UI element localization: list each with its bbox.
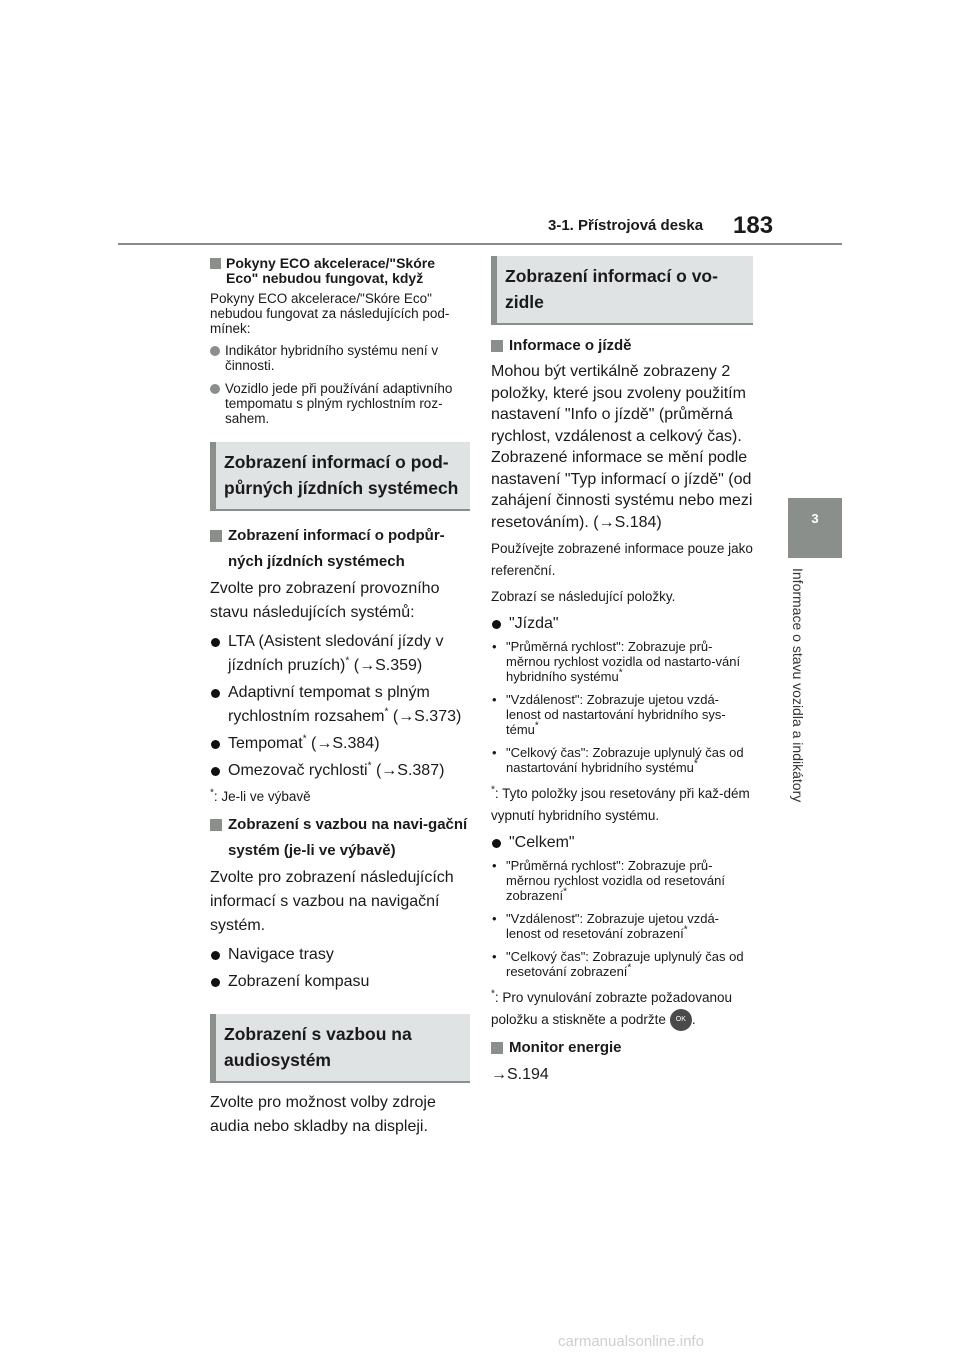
sub-item: • "Průměrná rychlost": Zobrazuje prů-měrnou rychlost vozidla od resetování zobrazení* — [492, 858, 725, 903]
page-reference: →S.194 — [491, 1066, 549, 1084]
bullet-icon — [211, 740, 220, 749]
sub-item: • "Celkový čas": Zobrazuje uplynulý čas od resetování zobrazení* — [492, 949, 744, 979]
left-column — [210, 256, 470, 1144]
paragraph: Zvolte pro zobrazení provozního stavu následujících systémů: — [210, 580, 440, 621]
paragraph: Zvolte pro zobrazení následujících informací s vazbou na navigační systém. — [210, 869, 454, 934]
square-marker-icon — [491, 340, 503, 352]
list-item: Omezovač rychlosti* (→S.387) — [210, 759, 470, 783]
right-column — [491, 256, 753, 1092]
section-box-vehicle-info: Zobrazení informací o vo-zidle — [491, 256, 753, 325]
sub-item: • "Celkový čas": Zobrazuje uplynulý čas od nastartování hybridního systému* — [492, 745, 744, 775]
paragraph: Zvolte pro možnost volby zdroje audia nebo skladby na displeji. — [210, 1094, 436, 1135]
bullet-icon — [492, 620, 501, 629]
bullet-icon — [211, 638, 220, 647]
section-title: 3-1. Přístrojová deska — [548, 217, 704, 234]
section-box-audio: Zobrazení s vazbou na audiosystém — [210, 1014, 470, 1083]
watermark-text: carmanualsonline.info — [558, 1333, 704, 1350]
circle-bullet-icon — [210, 346, 220, 356]
bullet-icon — [211, 978, 220, 987]
square-marker-icon — [210, 530, 222, 542]
bullet-icon — [492, 839, 501, 848]
bullet-icon — [211, 689, 220, 698]
list-item: Navigace trasy — [210, 943, 470, 967]
note: Zobrazí se následující položky. — [491, 589, 676, 604]
list-item: Tempomat* (→S.384) — [210, 732, 470, 756]
list-item: LTA (Asistent sledování jízdy v jízdních pruzích)* (→S.359) — [210, 630, 470, 678]
list-item: Adaptivní tempomat s plným rychlostním rozsahem* (→S.373) — [210, 681, 470, 729]
eco-text: Pokyny ECO akcelerace/"Skóre Eco" nebudou fungovat za následujících pod-mínek: — [210, 291, 450, 336]
sub-item: • "Vzdálenost": Zobrazuje ujetou vzdá-lenost od nastartování hybridního sys-tému* — [492, 692, 726, 737]
note: Používejte zobrazené informace pouze jako referenční. — [491, 541, 753, 578]
bullet-icon — [211, 767, 220, 776]
eco-heading: Pokyny ECO akcelerace/"Skóre Eco" nebudou fungovat, když — [210, 256, 470, 286]
ok-button-icon: OK — [670, 1009, 692, 1031]
chapter-side-title — [781, 568, 815, 888]
square-marker-icon — [210, 258, 221, 269]
page-number: 183 — [733, 212, 774, 239]
list-item: Indikátor hybridního systému není v činnosti. — [210, 343, 470, 373]
bullet-icon — [211, 951, 220, 960]
list-item: Vozidlo jede při používání adaptivního tempomatu s plným rychlostním roz-sahem. — [210, 381, 470, 426]
square-marker-icon — [491, 1042, 503, 1054]
heading-navigation: Zobrazení s vazbou na navi-gační systém (je-li ve výbavě) — [210, 812, 470, 864]
chapter-tab: 3 — [788, 498, 842, 558]
footnote: *: Je-li ve výbavě — [210, 787, 311, 804]
heading-driving-systems: Zobrazení informací o podpůr-ných jízdních systémech — [210, 523, 470, 575]
list-item-total: "Celkem" — [491, 831, 753, 855]
heading-energy-monitor: Monitor energie — [491, 1035, 753, 1061]
sub-item: • "Vzdálenost": Zobrazuje ujetou vzdá-lenost od resetování zobrazení* — [492, 911, 720, 941]
list-item-trip: "Jízda" — [491, 612, 753, 636]
paragraph: Mohou být vertikálně zobrazeny 2 položky, které jsou zvoleny použitím nastavení "Info o jízdě" (průměrná rychlost, vzdálenost a celkový čas). Zobrazené informace se mění podle nastavení "Typ informací o jízdě" (od zahájení činnosti systému nebo mezi resetováním). (→S.184) — [491, 363, 753, 531]
heading-trip-info: Informace o jízdě — [491, 333, 753, 359]
footnote: *: Tyto položky jsou resetovány při kaž-dém vypnutí hybridního systému. — [491, 784, 750, 823]
section-box-driving-systems: Zobrazení informací o pod-půrných jízdních systémech — [210, 442, 470, 511]
footnote: *: Pro vynulování zobrazte požadovanou položku a stiskněte a podržte OK . — [491, 987, 753, 1031]
sub-item: • "Průměrná rychlost": Zobrazuje prů-měrnou rychlost vozidla od nastarto-vání hybridního systému* — [492, 639, 741, 684]
list-item: Zobrazení kompasu — [210, 970, 470, 994]
square-marker-icon — [210, 819, 222, 831]
header-rule — [118, 243, 842, 245]
chapter-side-title-text: Informace o stavu vozidla a indikátory — [790, 568, 806, 803]
circle-bullet-icon — [210, 384, 220, 394]
